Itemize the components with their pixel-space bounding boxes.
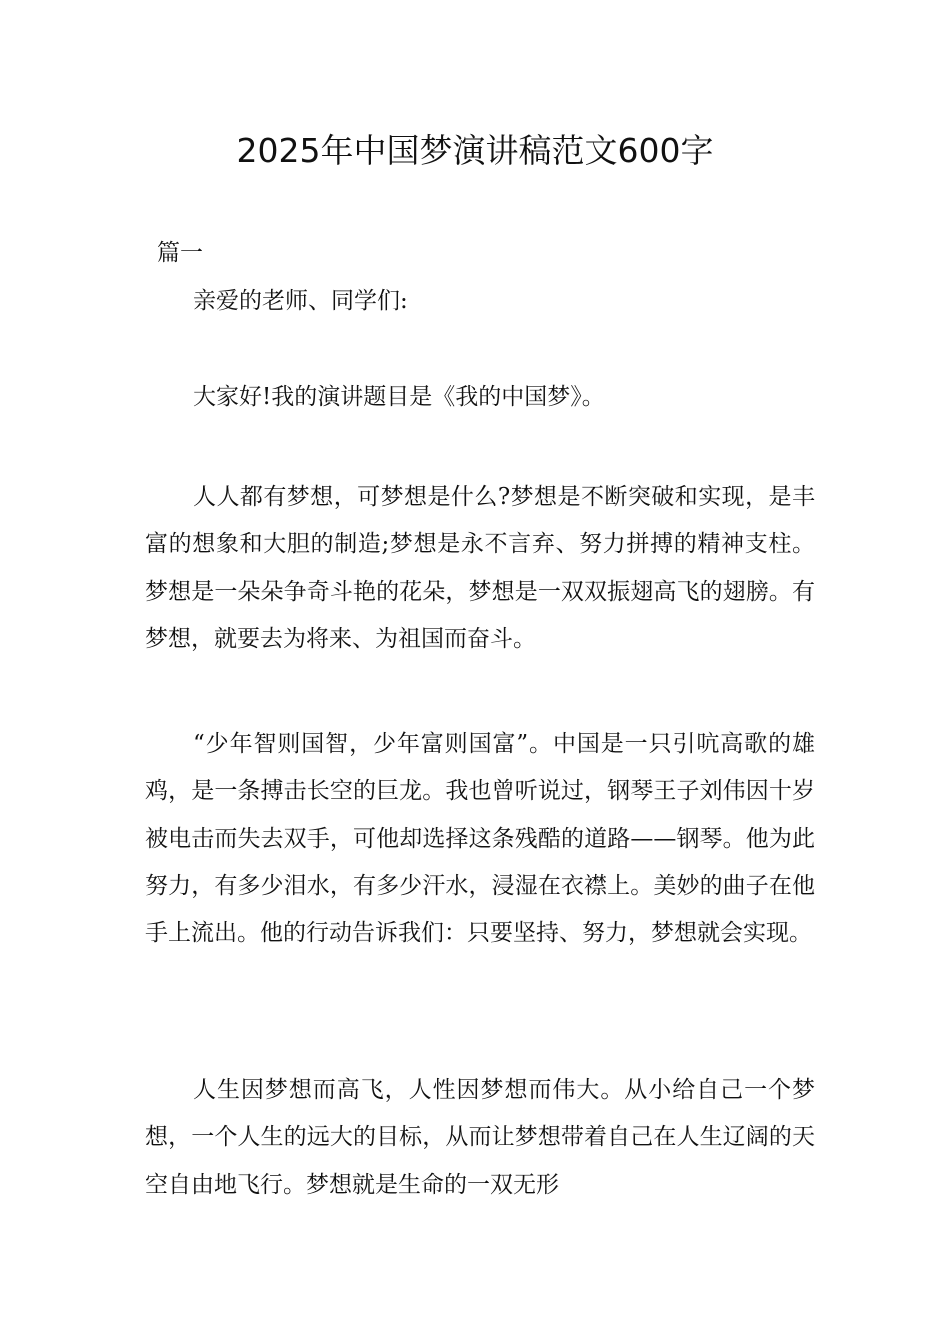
document-title: 2025年中国梦演讲稿范文600字 (236, 131, 714, 170)
paragraph-shaonian: “少年智则国智，少年富则国富”。中国是一只引吭高歌的雄鸡，是一条搏击长空的巨龙。我也曾听说过，钢琴王子刘伟因十岁被电击而失去双手，可他却选择这条残酷的道路——钢琴。他为此努力，有多少泪水，有多少汗水，浸湿在衣襟上。美妙的曲子在他手上流出。他的行动告诉我们：只要坚持、努力，梦想就会实现。 (145, 731, 815, 947)
paragraph-greeting: 亲爱的老师、同学们: (193, 288, 408, 314)
paragraph-dream-definition: 人人都有梦想，可梦想是什么?梦想是不断突破和实现，是丰富的想象和大胆的制造;梦想是永不言弃、努力拼搏的精神支柱。梦想是一朵朵争奇斗艳的花朵，梦想是一双双振翅高飞的翅膀。有梦想，就要去为将来、为祖国而奋斗。 (145, 484, 815, 652)
paragraph-rensheng: 人生因梦想而高飞，人性因梦想而伟大。从小给自己一个梦想，一个人生的远大的目标，从而让梦想带着自己在人生辽阔的天空自由地飞行。梦想就是生命的一双无形 (145, 1077, 815, 1198)
paragraph-hello: 大家好!我的演讲题目是《我的中国梦》。 (193, 384, 605, 410)
section-label: 篇一 (157, 240, 203, 266)
